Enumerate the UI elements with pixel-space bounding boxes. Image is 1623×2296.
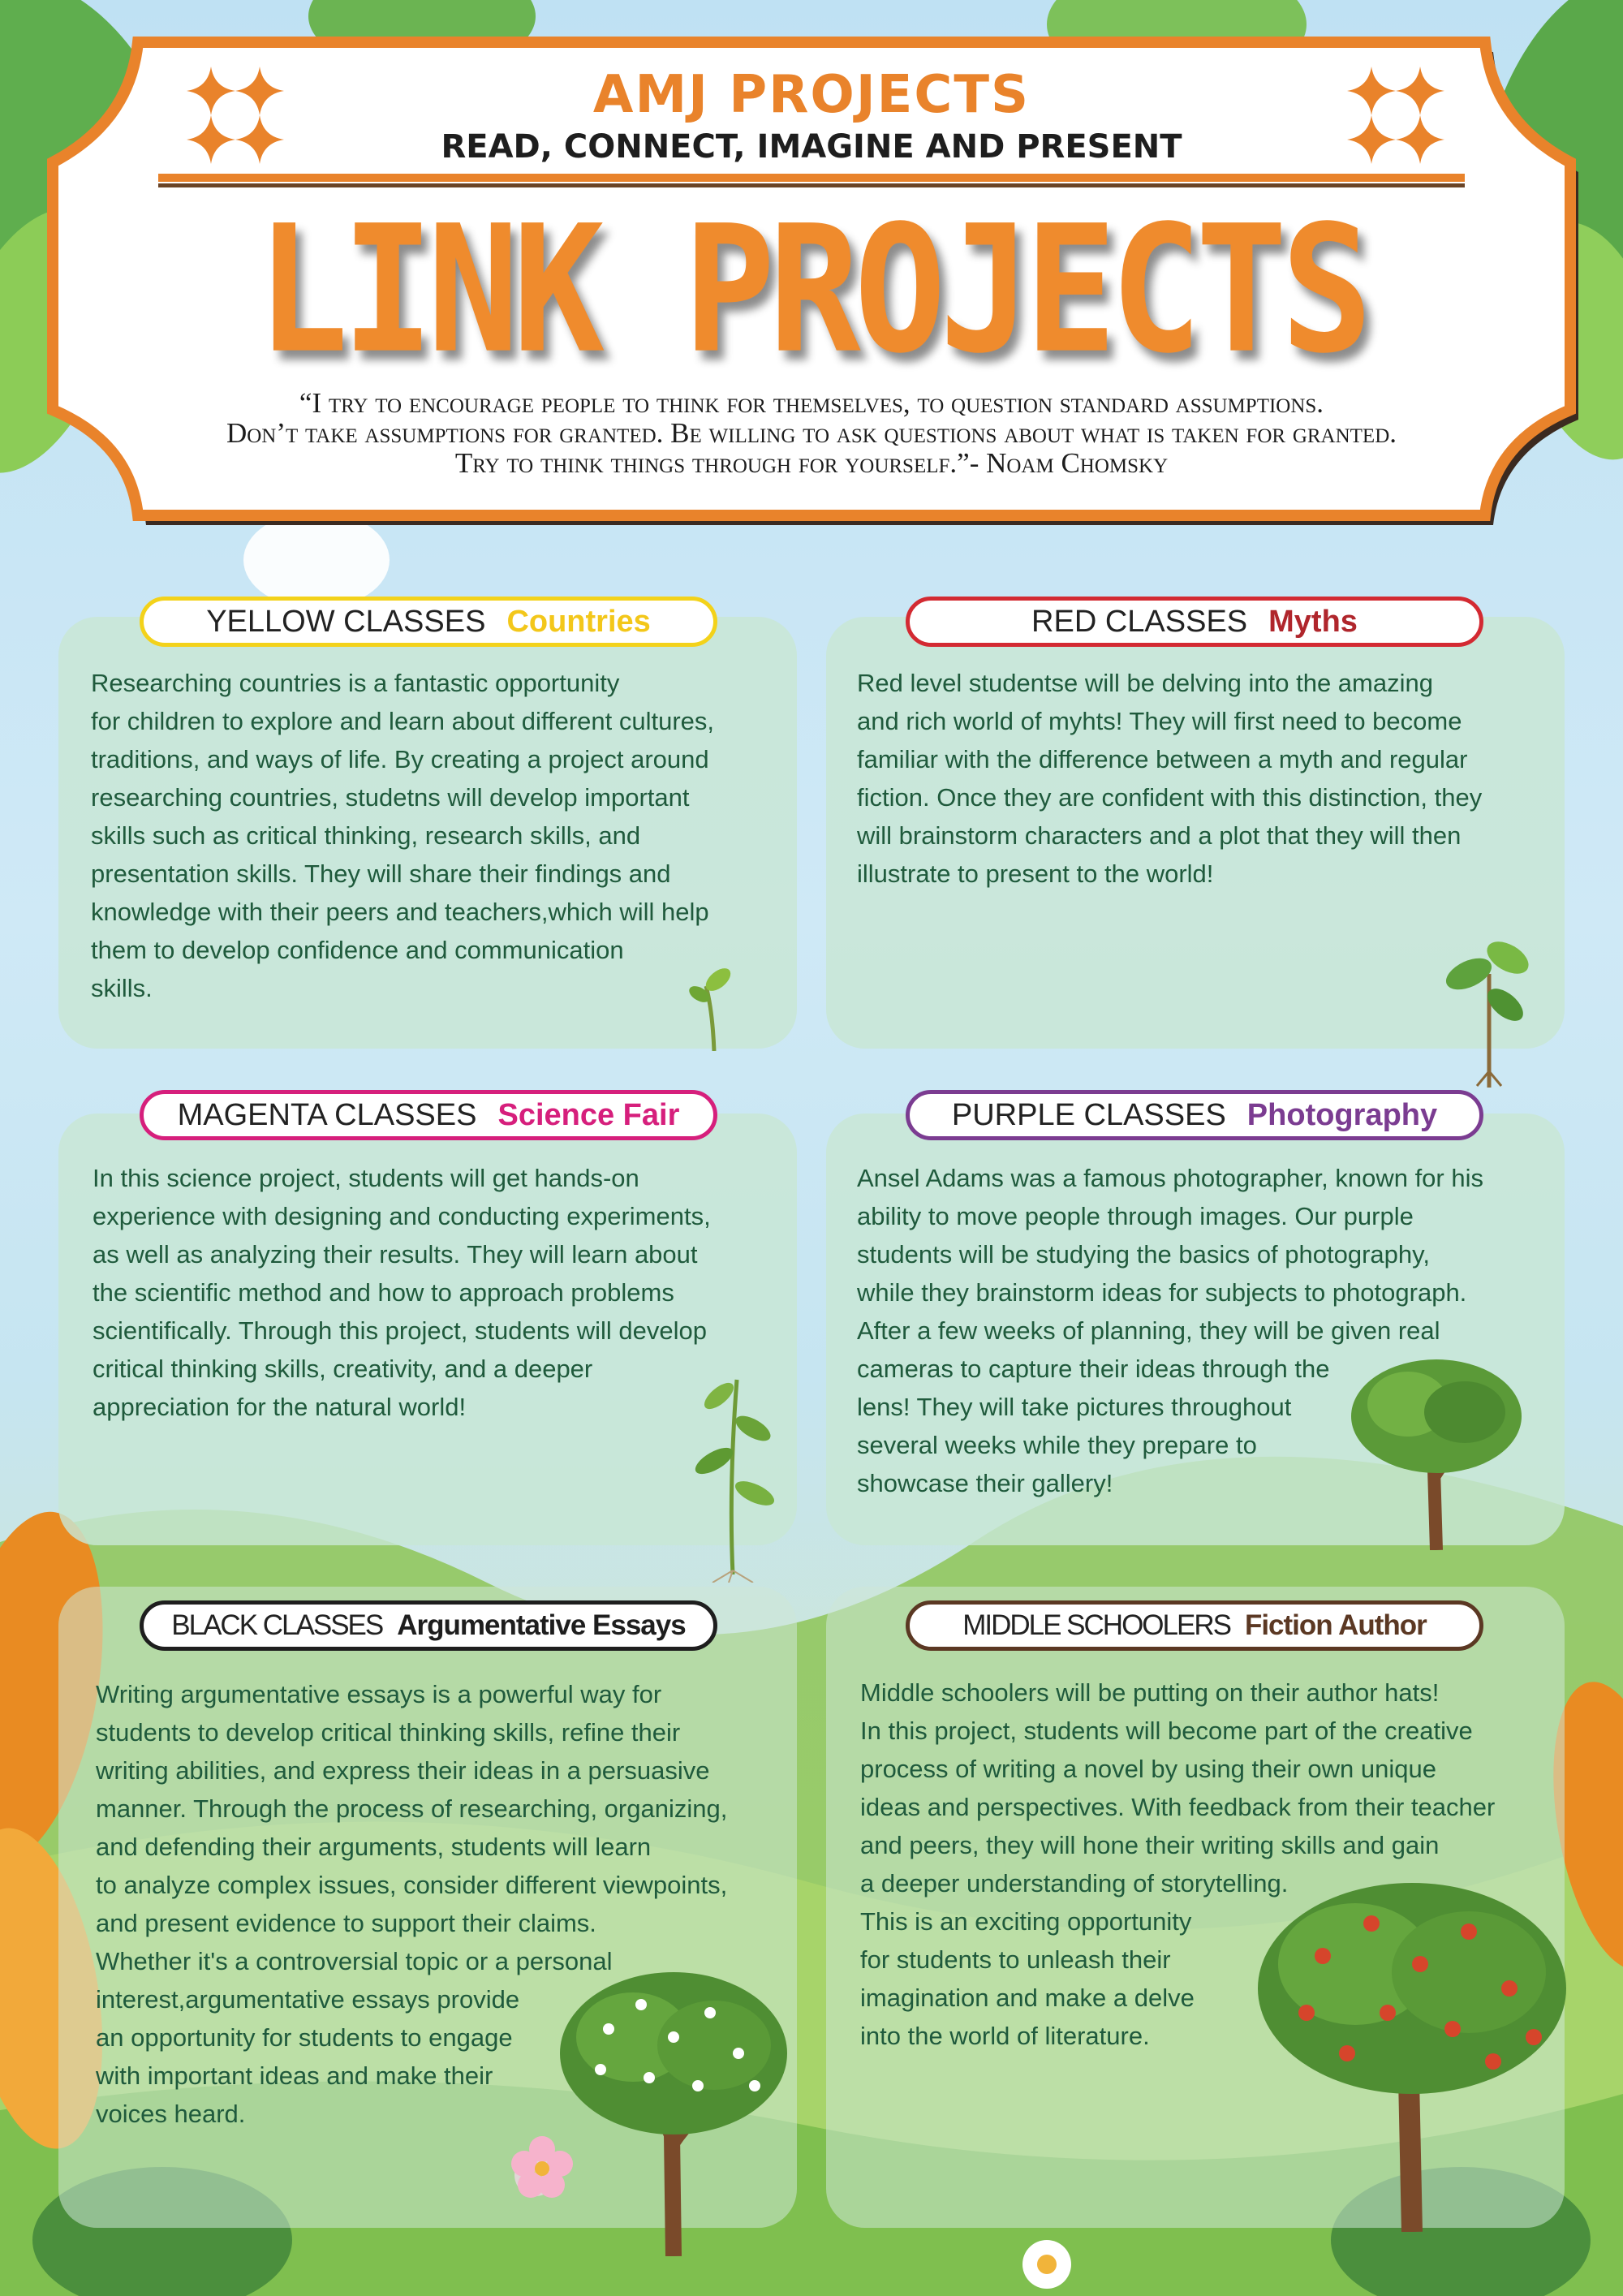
body-line: the scientific method and how to approach problems: [93, 1278, 674, 1307]
pill-magenta-classes: [140, 1090, 717, 1140]
class-level: MAGENTA CLASSES: [177, 1097, 477, 1132]
flower-icon: [510, 2134, 575, 2199]
body-line: ideas and perspectives. With feedback from their teacher: [860, 1793, 1496, 1821]
body-line: and peers, they will hone their writing skills and gain: [860, 1831, 1440, 1859]
body-line: experience with designing and conducting experiments,: [93, 1202, 711, 1230]
class-topic: Myths: [1268, 604, 1358, 639]
card-body: [857, 664, 1555, 893]
body-line: skills.: [91, 974, 153, 1002]
quote-line: “I try to encourage people to think for themselves, to question standard assumptions.: [299, 387, 1324, 419]
quote: [122, 388, 1501, 478]
plant-icon: [680, 1363, 786, 1583]
brand-title: AMJ PROJECTS: [592, 65, 1031, 125]
body-line: to analyze complex issues, consider different viewpoints,: [96, 1871, 728, 1899]
body-line: will brainstorm characters and a plot that they will then: [857, 821, 1462, 850]
body-line: manner. Through the process of researching, organizing,: [96, 1794, 728, 1823]
class-topic: Photography: [1246, 1097, 1438, 1132]
body-line: interest,argumentative essays provide: [96, 1985, 520, 2014]
body-line: and defending their arguments, students will learn: [96, 1833, 652, 1861]
tree-icon: [1343, 1355, 1530, 1550]
page-title: LINK PROJECTS: [256, 187, 1367, 393]
seedling-icon: [1444, 925, 1534, 1088]
pill-middle-schoolers: [906, 1600, 1483, 1651]
body-line: for students to unleash their: [860, 1945, 1171, 1974]
body-line: ability to move people through images. Our purple: [857, 1202, 1414, 1230]
class-level: BLACK CLASSES: [171, 1609, 383, 1641]
body-line: several weeks while they prepare to: [857, 1431, 1257, 1459]
class-topic: Science Fair: [497, 1097, 680, 1132]
class-level: YELLOW CLASSES: [206, 604, 486, 639]
pill-yellow-classes: [140, 597, 717, 647]
body-line: familiar with the difference between a myth and regular: [857, 745, 1468, 773]
body-line: showcase their gallery!: [857, 1469, 1113, 1497]
body-line: Middle schoolers will be putting on their author hats!: [860, 1678, 1440, 1707]
body-line: Researching countries is a fantastic opportunity: [91, 669, 620, 697]
body-line: appreciation for the natural world!: [93, 1393, 467, 1421]
body-line: into the world of literature.: [860, 2022, 1150, 2050]
class-level: MIDDLE SCHOOLERS: [962, 1609, 1230, 1641]
body-line: process of writing a novel by using their own unique: [860, 1755, 1436, 1783]
body-line: lens! They will take pictures throughout: [857, 1393, 1292, 1421]
body-line: After a few weeks of planning, they will be given real: [857, 1316, 1440, 1345]
body-line: researching countries, studetns will develop important: [91, 783, 690, 812]
body-line: Ansel Adams was a famous photographer, known for his: [857, 1164, 1483, 1192]
body-line: them to develop confidence and communication: [91, 936, 624, 964]
body-line: critical thinking skills, creativity, and a deeper: [93, 1355, 593, 1383]
body-line: This is an exciting opportunity: [860, 1907, 1192, 1936]
apple-tree-icon: [1250, 1875, 1574, 2232]
class-topic: Countries: [506, 604, 651, 639]
pill-red-classes: [906, 597, 1483, 647]
class-level: PURPLE CLASSES: [951, 1097, 1226, 1132]
tagline: READ, CONNECT, IMAGINE AND PRESENT: [441, 128, 1182, 166]
sprout-icon: [682, 962, 747, 1051]
body-line: In this science project, students will get hands-on: [93, 1164, 639, 1192]
blossom-tree-icon: [552, 1964, 795, 2256]
body-line: students will be studying the basics of photography,: [857, 1240, 1430, 1269]
body-line: Red level studentse will be delving into the amazing: [857, 669, 1433, 697]
body-line: In this project, students will become part of the creative: [860, 1717, 1473, 1745]
body-line: while they brainstorm ideas for subjects to photograph.: [857, 1278, 1467, 1307]
body-line: scientifically. Through this project, students will develop: [93, 1316, 708, 1345]
body-line: skills such as critical thinking, research skills, and: [91, 821, 641, 850]
class-level: RED CLASSES: [1031, 604, 1248, 639]
class-topic: Argumentative Essays: [397, 1609, 686, 1641]
quote-line: Try to think things through for yourself.”- Noam Chomsky: [454, 447, 1169, 479]
body-line: students to develop critical thinking skills, refine their: [96, 1718, 681, 1747]
pill-black-classes: [140, 1600, 717, 1651]
body-line: traditions, and ways of life. By creating a project around: [91, 745, 709, 773]
body-line: cameras to capture their ideas through the: [857, 1355, 1330, 1383]
body-line: presentation skills. They will share their findings and: [91, 859, 671, 888]
pill-purple-classes: [906, 1090, 1483, 1140]
body-line: fiction. Once they are confident with this distinction, they: [857, 783, 1483, 812]
class-topic: Fiction Author: [1244, 1609, 1427, 1641]
body-line: with important ideas and make their: [96, 2061, 493, 2090]
body-line: writing abilities, and express their ideas in a persuasive: [96, 1756, 710, 1785]
body-line: and present evidence to support their claims.: [96, 1909, 596, 1937]
quote-line: Don’t take assumptions for granted. Be willing to ask questions about what is taken for granted.: [226, 417, 1397, 449]
card-body: [91, 664, 789, 1007]
body-line: illustrate to present to the world!: [857, 859, 1214, 888]
body-line: voices heard.: [96, 2100, 246, 2128]
body-line: a deeper understanding of storytelling.: [860, 1869, 1289, 1898]
body-line: as well as analyzing their results. They will learn about: [93, 1240, 698, 1269]
body-line: and rich world of myhts! They will first need to become: [857, 707, 1462, 735]
body-line: Whether it's a controversial topic or a personal: [96, 1947, 613, 1975]
body-line: Writing argumentative essays is a powerful way for: [96, 1680, 662, 1708]
body-line: for children to explore and learn about different cultures,: [91, 707, 715, 735]
body-line: an opportunity for students to engage: [96, 2023, 513, 2052]
body-line: knowledge with their peers and teachers,which will help: [91, 898, 709, 926]
body-line: imagination and make a delve: [860, 1984, 1195, 2012]
